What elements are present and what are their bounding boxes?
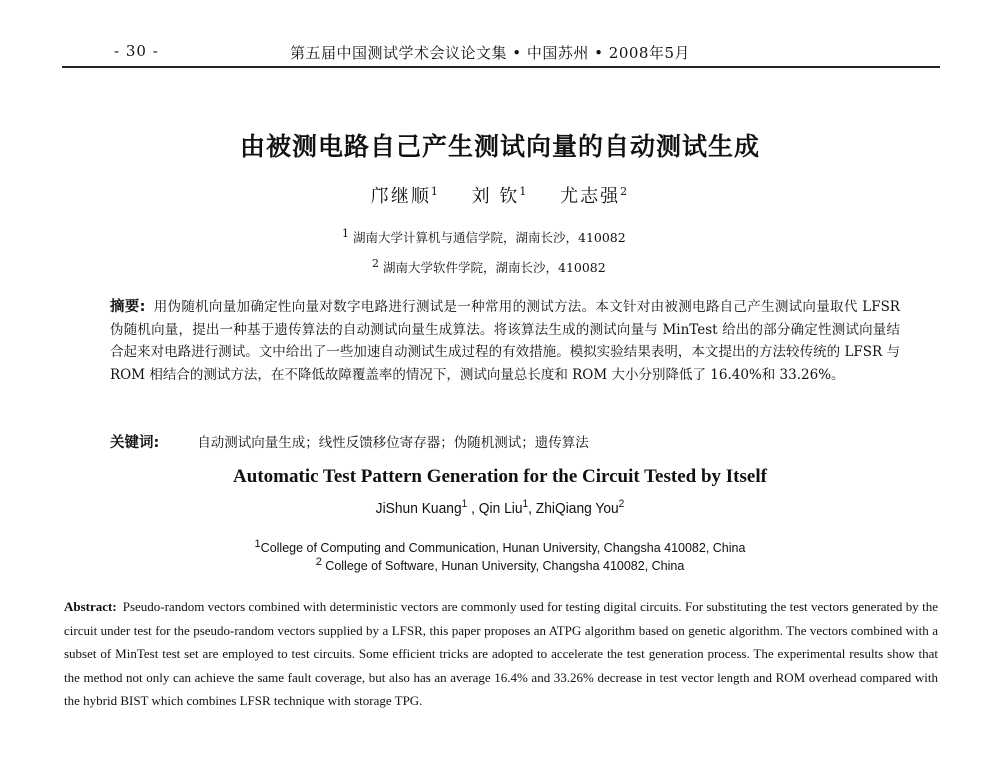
chinese-authors	[0, 182, 1000, 208]
header-rule	[62, 66, 940, 68]
chinese-affiliation-1	[342, 228, 626, 246]
chinese-title: 由被测电路自己产生测试向量的自动测试生成	[239, 132, 760, 161]
english-abstract	[64, 595, 938, 713]
affiliation-sup: 2	[315, 555, 322, 568]
english-abstract-text: Pseudo-random vectors combined with deterministic vectors are commonly used for testing digital circuits. For substituting the test vectors generated by the circuit under test for the pseudo-random vectors supplied by a LFSR, this paper proposes an ATPG algorithm based on genetic algorithm. The vectors combined with a subset of MinTest test set are employed to test circuits. Some efficient tricks are adopted to accelerate the test generation process. The experimental results show that the method not only can achieve the same fault coverage, but also has an average 16.4% and 33.26% decrease in test vector length and ROM overhead compared with the hybrid BIST which combines LFSR technique with storage TPG.	[64, 599, 938, 708]
affiliation-text: College of Computing and Communication, Hunan University, Changsha 410082, China	[260, 541, 746, 555]
english-affiliation-1	[0, 537, 1000, 555]
chinese-keywords-text: 自动测试向量生成；线性反馈移位寄存器；伪随机测试；遗传算法	[197, 435, 589, 451]
english-abstract-label: Abstract:	[64, 599, 117, 614]
author-name: 邝继顺	[370, 186, 431, 207]
author	[371, 186, 440, 207]
author	[560, 186, 629, 207]
author	[472, 186, 529, 207]
page-number: - 30 -	[114, 42, 159, 60]
author-sup: 2	[618, 498, 625, 510]
author-sup: 1	[461, 498, 468, 510]
author-name: 刘 钦	[471, 186, 520, 207]
author-name: JiShun Kuang	[375, 500, 462, 517]
affiliation-text: 湖南大学计算机与通信学院，湖南长沙，410082	[352, 230, 626, 245]
chinese-abstract-label: 摘要:	[110, 299, 146, 315]
author-name: ZhiQiang You	[535, 500, 619, 517]
author-sup: 1	[430, 185, 440, 198]
affiliation-text: College of Software, Hunan University, Changsha 410082, China	[325, 559, 685, 573]
affiliation-sup: 1	[254, 537, 261, 550]
chinese-keywords	[110, 431, 900, 452]
chinese-abstract	[110, 296, 900, 386]
chinese-affiliation-2	[372, 258, 606, 276]
english-authors: JiShun Kuang$^1$ , Qin Liu$^1$, ZhiQiang You$^2$	[375, 498, 625, 517]
author-sup: 2	[620, 185, 630, 198]
chinese-abstract-text: 用伪随机向量加确定性向量对数字电路进行测试是一种常用的测试方法。本文针对由被测电路自己产生测试向量取代 LFSR 伪随机向量，提出一种基于遗传算法的自动测试向量生成算法。将该算法生成的测试向量与 MinTest 给出的部分确定性测试向量结合起来对电路进行测试。文中给出了一些加速自动测试生成过程的有效措施。模拟实验结果表明，本文提出的方法较传统的 LFSR 与 ROM 相结合的测试方法，在不降低故障覆盖率的情况下，测试向量总长度和 ROM 大小分别降低了 16.40%和 33.26%。	[110, 299, 900, 383]
affiliation-text: 湖南大学软件学院，湖南长沙，410082	[382, 260, 606, 275]
affiliation-sup: 1	[342, 226, 349, 240]
chinese-keywords-label: 关键词:	[110, 435, 160, 451]
author-name: 尤志强	[560, 186, 621, 207]
affiliation-sup: 2	[372, 256, 379, 270]
author-sup: 1	[522, 498, 529, 510]
english-affiliation-2	[0, 555, 1000, 573]
running-head: 第五届中国测试学术会议论文集 • 中国苏州 • 2008年5月	[290, 44, 690, 62]
author-name: Qin Liu	[478, 500, 523, 517]
author-sup: 1	[519, 185, 529, 198]
english-title: Automatic Test Pattern Generation for the Circuit Tested by Itself	[233, 466, 767, 487]
page-header	[62, 40, 938, 64]
